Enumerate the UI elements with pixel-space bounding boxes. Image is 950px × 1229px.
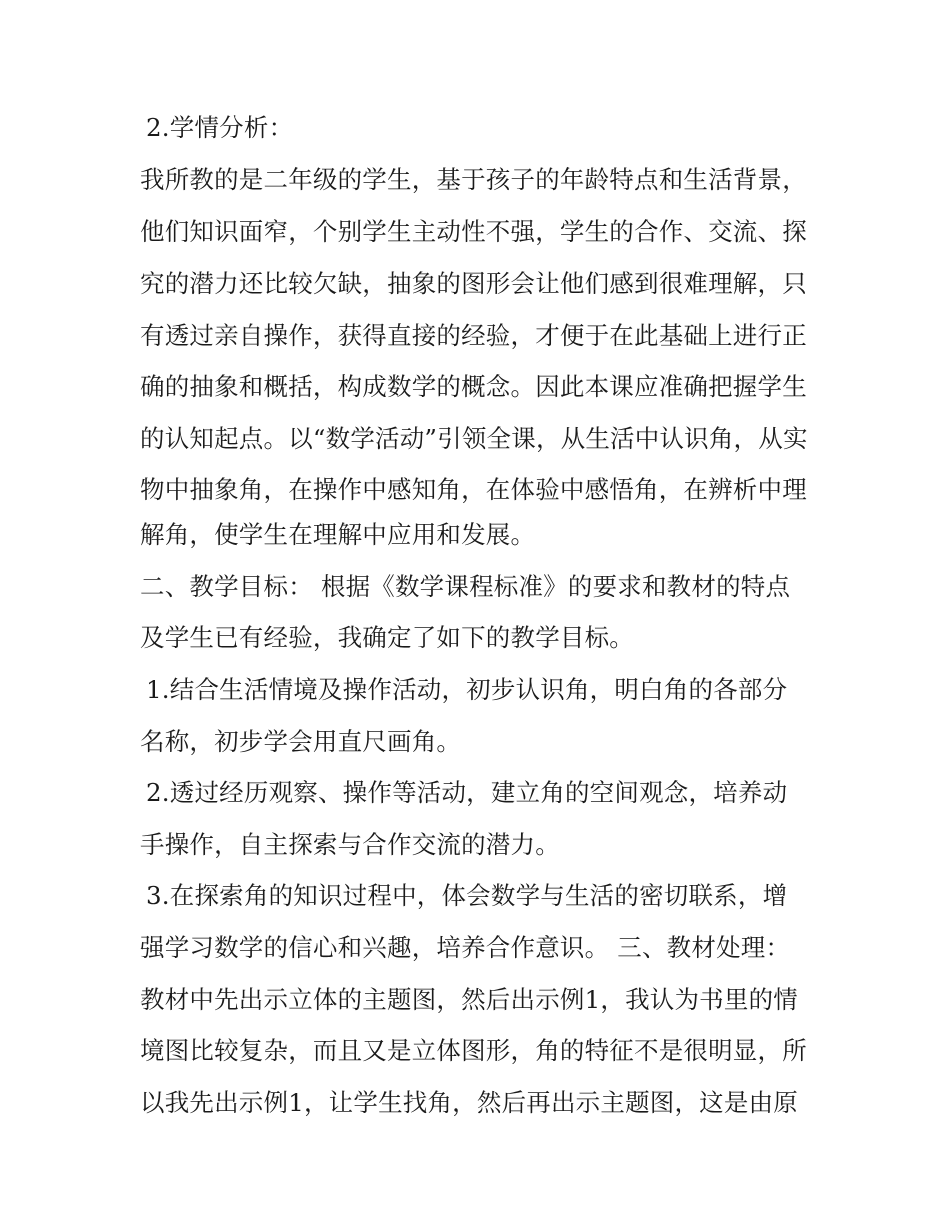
text-line: 确的抽象和概括，构成数学的概念。因此本课应准确把握学生: [140, 372, 807, 401]
text-line: 1.结合生活情境及操作活动，初步认识角，明白角的各部分: [146, 675, 788, 704]
text-line: 境图比较复杂，而且又是立体图形，角的特征不是很明显，所: [140, 1036, 807, 1065]
text-line: 名称，初步学会用直尺画角。: [140, 727, 462, 756]
text-line: 解角，使学生在理解中应用和发展。: [140, 520, 536, 549]
text-line: 有透过亲自操作，获得直接的经验，才便于在此基础上进行正: [140, 321, 807, 350]
text-line: 2.学情分析：: [146, 113, 294, 142]
text-line: 3.在探索角的知识过程中，体会数学与生活的密切联系，增: [146, 881, 788, 910]
text-line: 2.透过经历观察、操作等活动，建立角的空间观念，培养动: [146, 778, 788, 807]
text-line: 究的潜力还比较欠缺，抽象的图形会让他们感到很难理解，只: [140, 269, 807, 298]
text-line: 手操作，自主探索与合作交流的潜力。: [140, 830, 560, 859]
text-line: 教材中先出示立体的主题图，然后出示例1，我认为书里的情: [140, 985, 798, 1014]
text-line: 我所教的是二年级的学生，基于孩子的年龄特点和生活背景，: [140, 165, 807, 194]
text-line: 他们知识面窄，个别学生主动性不强，学生的合作、交流、探: [140, 217, 807, 246]
text-line: 物中抽象角，在操作中感知角，在体验中感悟角，在辨析中理: [140, 475, 807, 504]
text-line: 以我先出示例1，让学生找角，然后再出示主题图，这是由原: [140, 1088, 798, 1117]
section-heading-line: 二、教学目标： 根据《数学课程标准》的要求和教材的特点: [140, 572, 791, 601]
text-line: 及学生已有经验，我确定了如下的教学目标。: [140, 623, 634, 652]
text-line: 强学习数学的信心和兴趣，培养合作意识。 三、教材处理：: [140, 933, 791, 962]
text-line: 的认知起点。以“数学活动”引领全课，从生活中认识角，从实: [140, 424, 808, 453]
